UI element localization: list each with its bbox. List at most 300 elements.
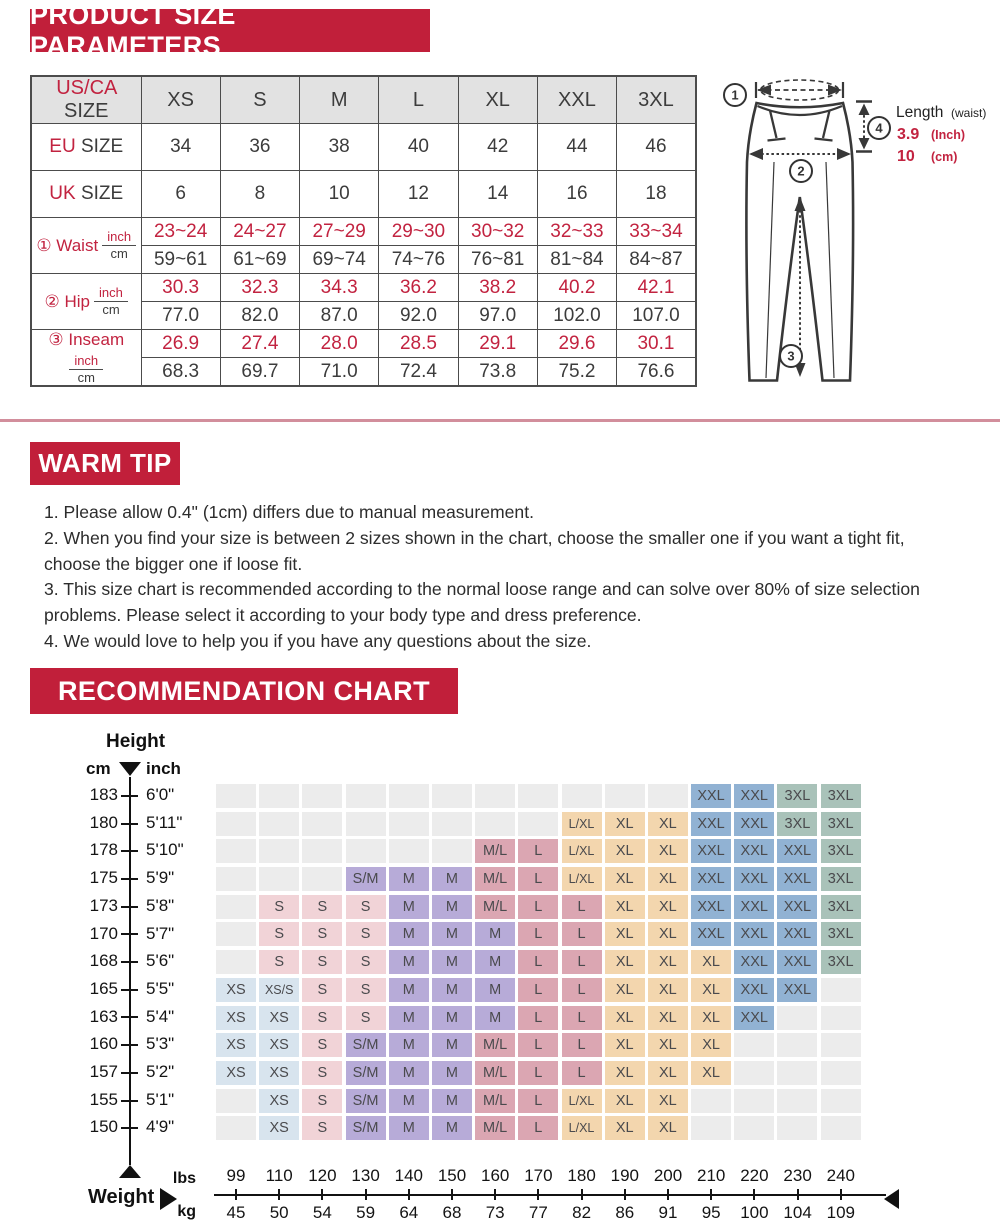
- size-cell-s: S: [302, 895, 342, 919]
- size-cell-s: S: [259, 895, 299, 919]
- svg-text:4: 4: [875, 120, 883, 136]
- size-cell-m-l: M/L: [475, 1061, 515, 1085]
- height-unit-inch: inch: [146, 759, 181, 778]
- size-cell-xl: XL: [648, 922, 688, 946]
- empty-cell: [821, 978, 861, 1002]
- height-unit-cm: cm: [86, 759, 111, 778]
- size-cell-xxl: XXL: [777, 895, 817, 919]
- height-cm-label: 175: [89, 868, 118, 888]
- empty-cell: [259, 812, 299, 836]
- size-cell-xl: XL: [691, 1006, 731, 1030]
- size-cell-s: S: [302, 978, 342, 1002]
- size-cell-xl: XL: [605, 1061, 645, 1085]
- size-column-header: XL: [458, 76, 537, 124]
- empty-cell: [777, 1116, 817, 1140]
- unit-inch: inch: [99, 285, 123, 301]
- size-cell-xxl: XXL: [691, 839, 731, 863]
- size-value-cell: 38.2: [458, 274, 537, 302]
- size-value-cell: 14: [458, 171, 537, 218]
- size-value-cell: 46: [617, 124, 696, 171]
- size-cell-xl: XL: [648, 839, 688, 863]
- empty-cell: [518, 812, 558, 836]
- length-sublabel: (waist): [951, 106, 987, 120]
- empty-cell: [821, 1033, 861, 1057]
- size-cell-xs: XS: [216, 1033, 256, 1057]
- empty-cell: [389, 839, 429, 863]
- empty-cell: [821, 1006, 861, 1030]
- weight-lbs-label: 220: [740, 1166, 769, 1185]
- size-cell-m: M: [389, 1006, 429, 1030]
- height-axis-line: [129, 777, 131, 1165]
- empty-cell: [562, 784, 602, 808]
- weight-lbs-label: 110: [265, 1166, 293, 1185]
- size-value-cell: 33~34: [617, 218, 696, 246]
- left-crease-line: [766, 162, 774, 378]
- size-value-cell: 24~27: [220, 218, 299, 246]
- height-inch-label: 5'10": [146, 840, 184, 860]
- size-value-cell: 44: [537, 124, 616, 171]
- size-cell-xl: XL: [691, 1061, 731, 1085]
- length-inch-value: 3.9: [897, 126, 920, 143]
- size-cell-s: S: [346, 922, 386, 946]
- size-cell-l: L: [562, 1033, 602, 1057]
- size-cell-m: M: [475, 922, 515, 946]
- size-cell-m-l: M/L: [475, 1116, 515, 1140]
- weight-axis-tick: [710, 1189, 712, 1200]
- size-cell-xl: XL: [691, 1033, 731, 1057]
- height-axis-tick: [121, 1100, 138, 1102]
- size-cell-xl: XL: [605, 1116, 645, 1140]
- size-cell-xl: XL: [648, 1061, 688, 1085]
- weight-axis-tick: [667, 1189, 669, 1200]
- empty-cell: [777, 1006, 817, 1030]
- size-cell-xl: XL: [648, 950, 688, 974]
- weight-axis-tick: [235, 1189, 237, 1200]
- size-cell-m-l: M/L: [475, 895, 515, 919]
- size-cell-xs: XS: [259, 1033, 299, 1057]
- size-cell-xxl: XXL: [691, 922, 731, 946]
- size-cell-xl: XL: [605, 867, 645, 891]
- size-cell-m: M: [432, 1061, 472, 1085]
- pants-measurement-diagram: [715, 70, 1000, 405]
- size-cell-m: M: [432, 1033, 472, 1057]
- size-cell-l: L: [562, 895, 602, 919]
- size-value-cell: 61~69: [220, 246, 299, 274]
- height-axis-tick: [121, 878, 138, 880]
- size-value-cell: 29.1: [458, 330, 537, 358]
- weight-kg-label: 82: [572, 1203, 592, 1222]
- size-column-header: S: [220, 76, 299, 124]
- size-cell-l: L: [562, 1006, 602, 1030]
- weight-axis-tick: [278, 1189, 280, 1200]
- size-value-cell: 36: [220, 124, 299, 171]
- size-value-cell: 32~33: [537, 218, 616, 246]
- height-axis-tick: [121, 850, 138, 852]
- size-value-cell: 69~74: [300, 246, 379, 274]
- size-cell-m: M: [475, 978, 515, 1002]
- size-cell-s: S: [259, 950, 299, 974]
- size-cell-s-m: S/M: [346, 1061, 386, 1085]
- empty-cell: [432, 812, 472, 836]
- empty-cell: [346, 812, 386, 836]
- weight-kg-label: 104: [783, 1203, 812, 1222]
- size-value-cell: 59~61: [141, 246, 220, 274]
- size-cell-xl: XL: [648, 895, 688, 919]
- size-cell-xs: XS: [259, 1116, 299, 1140]
- weight-axis-tick: [451, 1189, 453, 1200]
- size-cell-xl: XL: [605, 1089, 645, 1113]
- size-column-header: XS: [141, 76, 220, 124]
- size-cell-l: L: [518, 922, 558, 946]
- size-value-cell: 97.0: [458, 302, 537, 330]
- section-title-product-size-parameters: PRODUCT SIZE PARAMETERS: [30, 9, 430, 52]
- empty-cell: [216, 812, 256, 836]
- warm-tip-list: [44, 500, 940, 655]
- size-cell-s-m: S/M: [346, 1116, 386, 1140]
- size-cell-m: M: [389, 867, 429, 891]
- height-axis-tick: [121, 1127, 138, 1129]
- weight-lbs-label: 180: [567, 1166, 596, 1185]
- weight-lbs-label: 130: [351, 1166, 380, 1185]
- weight-lbs-label: 160: [481, 1166, 510, 1185]
- weight-unit-lbs: lbs: [172, 1170, 196, 1187]
- weight-kg-label: 77: [528, 1203, 548, 1222]
- size-value-cell: 26.9: [141, 330, 220, 358]
- height-cm-label: 155: [89, 1089, 118, 1109]
- weight-axis-tick: [624, 1189, 626, 1200]
- empty-cell: [648, 784, 688, 808]
- height-axis-arrow-up-icon: [119, 1165, 141, 1178]
- label-size: SIZE: [75, 136, 124, 157]
- warm-tip-item: 1. Please allow 0.4" (1cm) differs due to manual measurement.: [44, 502, 534, 522]
- size-cell-3xl: 3XL: [821, 812, 861, 836]
- size-cell-xl: XL: [648, 1116, 688, 1140]
- size-value-cell: 69.7: [220, 358, 299, 387]
- size-cell-xl: XL: [648, 1006, 688, 1030]
- size-cell-l: L: [562, 978, 602, 1002]
- label-eu: EU: [49, 136, 76, 157]
- height-axis-tick: [121, 906, 138, 908]
- empty-cell: [302, 812, 342, 836]
- weight-unit-kg: kg: [177, 1203, 196, 1220]
- empty-cell: [518, 784, 558, 808]
- empty-cell: [691, 1116, 731, 1140]
- left-dart-line: [768, 111, 786, 141]
- size-cell-s: S: [346, 978, 386, 1002]
- size-cell-xl: XL: [648, 1089, 688, 1113]
- size-cell-l: L: [518, 895, 558, 919]
- size-cell-m: M: [432, 1089, 472, 1113]
- size-cell-xxl: XXL: [777, 867, 817, 891]
- label-size: SIZE: [75, 183, 124, 204]
- size-cell-xxl: XXL: [734, 950, 774, 974]
- size-cell-xl: XL: [691, 978, 731, 1002]
- height-inch-label: 5'8": [146, 895, 175, 915]
- weight-kg-label: 59: [356, 1203, 376, 1222]
- size-value-cell: 30~32: [458, 218, 537, 246]
- size-cell-s: S: [302, 1033, 342, 1057]
- weight-kg-label: 64: [399, 1203, 419, 1222]
- empty-cell: [777, 1061, 817, 1085]
- height-inch-label: 5'6": [146, 951, 175, 971]
- size-cell-xxl: XXL: [734, 839, 774, 863]
- height-cm-label: 170: [89, 923, 118, 943]
- size-value-cell: 82.0: [220, 302, 299, 330]
- size-cell-m: M: [475, 1006, 515, 1030]
- size-value-cell: 36.2: [379, 274, 458, 302]
- size-cell-s: S: [346, 1006, 386, 1030]
- height-axis-title: Height: [106, 731, 166, 752]
- empty-cell: [216, 1089, 256, 1113]
- size-cell-xxl: XXL: [734, 978, 774, 1002]
- size-column-header: XXL: [537, 76, 616, 124]
- measure-label: [32, 286, 141, 317]
- size-cell-xxl: XXL: [734, 867, 774, 891]
- empty-cell: [432, 839, 472, 863]
- size-column-header: M: [300, 76, 379, 124]
- size-value-cell: 28.0: [300, 330, 379, 358]
- section-title-warm-tip: WARM TIP: [30, 442, 180, 485]
- empty-cell: [734, 1061, 774, 1085]
- svg-text:3: 3: [787, 348, 795, 364]
- empty-cell: [346, 784, 386, 808]
- height-axis-tick: [121, 933, 138, 935]
- size-column-header: L: [379, 76, 458, 124]
- empty-cell: [605, 784, 645, 808]
- size-value-cell: 8: [220, 171, 299, 218]
- section-divider: [0, 419, 1000, 422]
- measure-name: ② Hip: [44, 291, 90, 311]
- height-inch-label: 5'11": [146, 812, 183, 832]
- weight-kg-label: 73: [485, 1203, 505, 1222]
- height-inch-label: 5'1": [146, 1089, 175, 1109]
- weight-axis-arrow-left-icon: [884, 1189, 899, 1209]
- size-cell-xxl: XXL: [777, 839, 817, 863]
- size-cell-m: M: [432, 950, 472, 974]
- size-cell-s: S: [346, 895, 386, 919]
- empty-cell: [777, 1089, 817, 1113]
- size-cell-3xl: 3XL: [777, 812, 817, 836]
- size-cell-m: M: [389, 978, 429, 1002]
- unit-fraction: [102, 230, 136, 261]
- svg-text:2: 2: [797, 163, 805, 179]
- size-value-cell: 42.1: [617, 274, 696, 302]
- size-cell-xl: XL: [605, 1033, 645, 1057]
- height-cm-label: 180: [89, 812, 118, 832]
- size-value-cell: 87.0: [300, 302, 379, 330]
- size-cell-m: M: [389, 1061, 429, 1085]
- row-label-us-ca-size: [31, 76, 141, 124]
- table-row: [31, 171, 696, 218]
- size-value-cell: 16: [537, 171, 616, 218]
- unit-fraction: [69, 354, 103, 385]
- size-value-cell: 29~30: [379, 218, 458, 246]
- size-value-cell: 102.0: [537, 302, 616, 330]
- size-cell-m: M: [389, 1116, 429, 1140]
- size-cell-xxl: XXL: [777, 950, 817, 974]
- unit-cm: cm: [102, 302, 120, 318]
- size-cell-xl: XL: [605, 978, 645, 1002]
- height-cm-label: 160: [89, 1034, 118, 1054]
- empty-cell: [475, 812, 515, 836]
- size-value-cell: 32.3: [220, 274, 299, 302]
- size-cell-3xl: 3XL: [821, 839, 861, 863]
- measure-name: ③ Inseam: [48, 330, 125, 350]
- size-cell-m: M: [389, 1033, 429, 1057]
- height-cm-label: 183: [89, 785, 118, 804]
- weight-lbs-label: 200: [653, 1166, 683, 1185]
- weight-lbs-label: 120: [308, 1166, 337, 1185]
- height-inch-label: 5'9": [146, 868, 175, 888]
- size-value-cell: 30.1: [617, 330, 696, 358]
- size-cell-3xl: 3XL: [777, 784, 817, 808]
- height-inch-label: 5'7": [146, 923, 175, 943]
- weight-kg-label: 50: [269, 1203, 289, 1222]
- empty-cell: [734, 1116, 774, 1140]
- size-cell-m: M: [432, 922, 472, 946]
- height-axis-tick: [121, 795, 138, 797]
- size-cell-xs: XS: [259, 1006, 299, 1030]
- length-label: Length: [896, 104, 944, 121]
- empty-cell: [389, 784, 429, 808]
- size-value-cell: 68.3: [141, 358, 220, 387]
- size-value-cell: 71.0: [300, 358, 379, 387]
- size-cell-xl: XL: [648, 1033, 688, 1057]
- size-cell-m: M: [432, 1006, 472, 1030]
- size-value-cell: 107.0: [617, 302, 696, 330]
- size-cell-m-l: M/L: [475, 1033, 515, 1057]
- empty-cell: [216, 922, 256, 946]
- size-value-cell: 84~87: [617, 246, 696, 274]
- weight-kg-label: 86: [615, 1203, 635, 1222]
- empty-cell: [821, 1116, 861, 1140]
- size-value-cell: 76~81: [458, 246, 537, 274]
- empty-cell: [691, 1089, 731, 1113]
- size-cell-xxl: XXL: [734, 1006, 774, 1030]
- size-cell-s: S: [302, 922, 342, 946]
- size-value-cell: 40: [379, 124, 458, 171]
- unit-cm: cm: [110, 246, 128, 262]
- height-inch-label: 5'4": [146, 1006, 175, 1026]
- size-cell-3xl: 3XL: [821, 895, 861, 919]
- warm-tip-item: 4. We would love to help you if you have any questions about the size.: [44, 630, 592, 651]
- size-cell-s: S: [302, 950, 342, 974]
- size-value-cell: 34.3: [300, 274, 379, 302]
- weight-axis-tick: [365, 1189, 367, 1200]
- size-cell-xxl: XXL: [691, 812, 731, 836]
- size-value-cell: 30.3: [141, 274, 220, 302]
- size-cell-3xl: 3XL: [821, 950, 861, 974]
- size-cell-l: L: [518, 950, 558, 974]
- marker-2-hip: [790, 160, 812, 182]
- size-value-cell: 28.5: [379, 330, 458, 358]
- size-cell-m: M: [389, 1089, 429, 1113]
- height-cm-label: 150: [89, 1117, 118, 1137]
- row-label-hip: [31, 274, 141, 330]
- weight-kg-label: 95: [701, 1203, 721, 1222]
- size-cell-3xl: 3XL: [821, 784, 861, 808]
- size-cell-s-m: S/M: [346, 1033, 386, 1057]
- weight-lbs-label: 150: [437, 1166, 467, 1185]
- weight-axis-line: [214, 1194, 886, 1196]
- size-value-cell: 29.6: [537, 330, 616, 358]
- right-crease-line: [826, 162, 834, 378]
- size-cell-m-l: M/L: [475, 1089, 515, 1113]
- size-cell-s: S: [346, 950, 386, 974]
- weight-axis-tick: [797, 1189, 799, 1200]
- height-axis-tick: [121, 1072, 138, 1074]
- table-header-row: [31, 76, 696, 124]
- size-cell-l: L: [518, 867, 558, 891]
- size-value-cell: 77.0: [141, 302, 220, 330]
- label-size: SIZE: [64, 100, 109, 122]
- size-cell-xxl: XXL: [734, 895, 774, 919]
- height-inch-label: 5'2": [146, 1062, 175, 1081]
- waist-measure-arrows: [757, 85, 842, 96]
- height-axis-tick: [121, 989, 138, 991]
- weight-lbs-label: 99: [226, 1166, 246, 1185]
- empty-cell: [734, 1089, 774, 1113]
- empty-cell: [821, 1089, 861, 1113]
- empty-cell: [259, 839, 299, 863]
- weight-axis-tick: [408, 1189, 410, 1200]
- label-us-ca: US/CA: [56, 77, 117, 99]
- unit-fraction: [94, 286, 128, 317]
- size-cell-xs: XS: [259, 1089, 299, 1113]
- marker-3-inseam: [780, 345, 802, 367]
- empty-cell: [346, 839, 386, 863]
- size-cell-xl: XL: [605, 950, 645, 974]
- size-cell-xs: XS: [216, 1006, 256, 1030]
- size-cell-s-m: S/M: [346, 867, 386, 891]
- size-cell-l: L: [518, 978, 558, 1002]
- length-inch-unit: (Inch): [931, 128, 966, 142]
- size-cell-xs-s: XS/S: [259, 978, 299, 1002]
- size-cell-l: L: [518, 1033, 558, 1057]
- empty-cell: [821, 1061, 861, 1085]
- empty-cell: [216, 895, 256, 919]
- empty-cell: [259, 867, 299, 891]
- empty-cell: [475, 784, 515, 808]
- size-cell-s: S: [302, 1006, 342, 1030]
- hip-measure-arrows: [749, 148, 851, 160]
- height-axis-tick: [121, 823, 138, 825]
- size-cell-m: M: [389, 922, 429, 946]
- height-inch-label: 5'5": [146, 978, 175, 998]
- size-cell-l-xl: L/XL: [562, 1116, 602, 1140]
- height-axis-arrow-down-icon: [119, 762, 141, 776]
- size-cell-xs: XS: [216, 978, 256, 1002]
- size-value-cell: 23~24: [141, 218, 220, 246]
- height-axis-tick: [121, 1044, 138, 1046]
- empty-cell: [302, 839, 342, 863]
- size-value-cell: 73.8: [458, 358, 537, 387]
- weight-kg-label: 54: [312, 1203, 332, 1222]
- weight-lbs-label: 240: [826, 1166, 855, 1185]
- height-cm-label: 165: [89, 978, 118, 998]
- measure-label: [32, 330, 141, 385]
- weight-lbs-label: 230: [783, 1166, 812, 1185]
- weight-lbs-label: 210: [697, 1166, 726, 1185]
- height-cm-label: 157: [89, 1062, 118, 1081]
- height-cm-label: 173: [89, 895, 118, 915]
- size-value-cell: 42: [458, 124, 537, 171]
- right-dart-line: [815, 111, 833, 141]
- size-cell-m: M: [432, 1116, 472, 1140]
- empty-cell: [216, 867, 256, 891]
- weight-axis-title: Weight: [88, 1186, 155, 1208]
- height-axis-tick: [121, 1016, 138, 1018]
